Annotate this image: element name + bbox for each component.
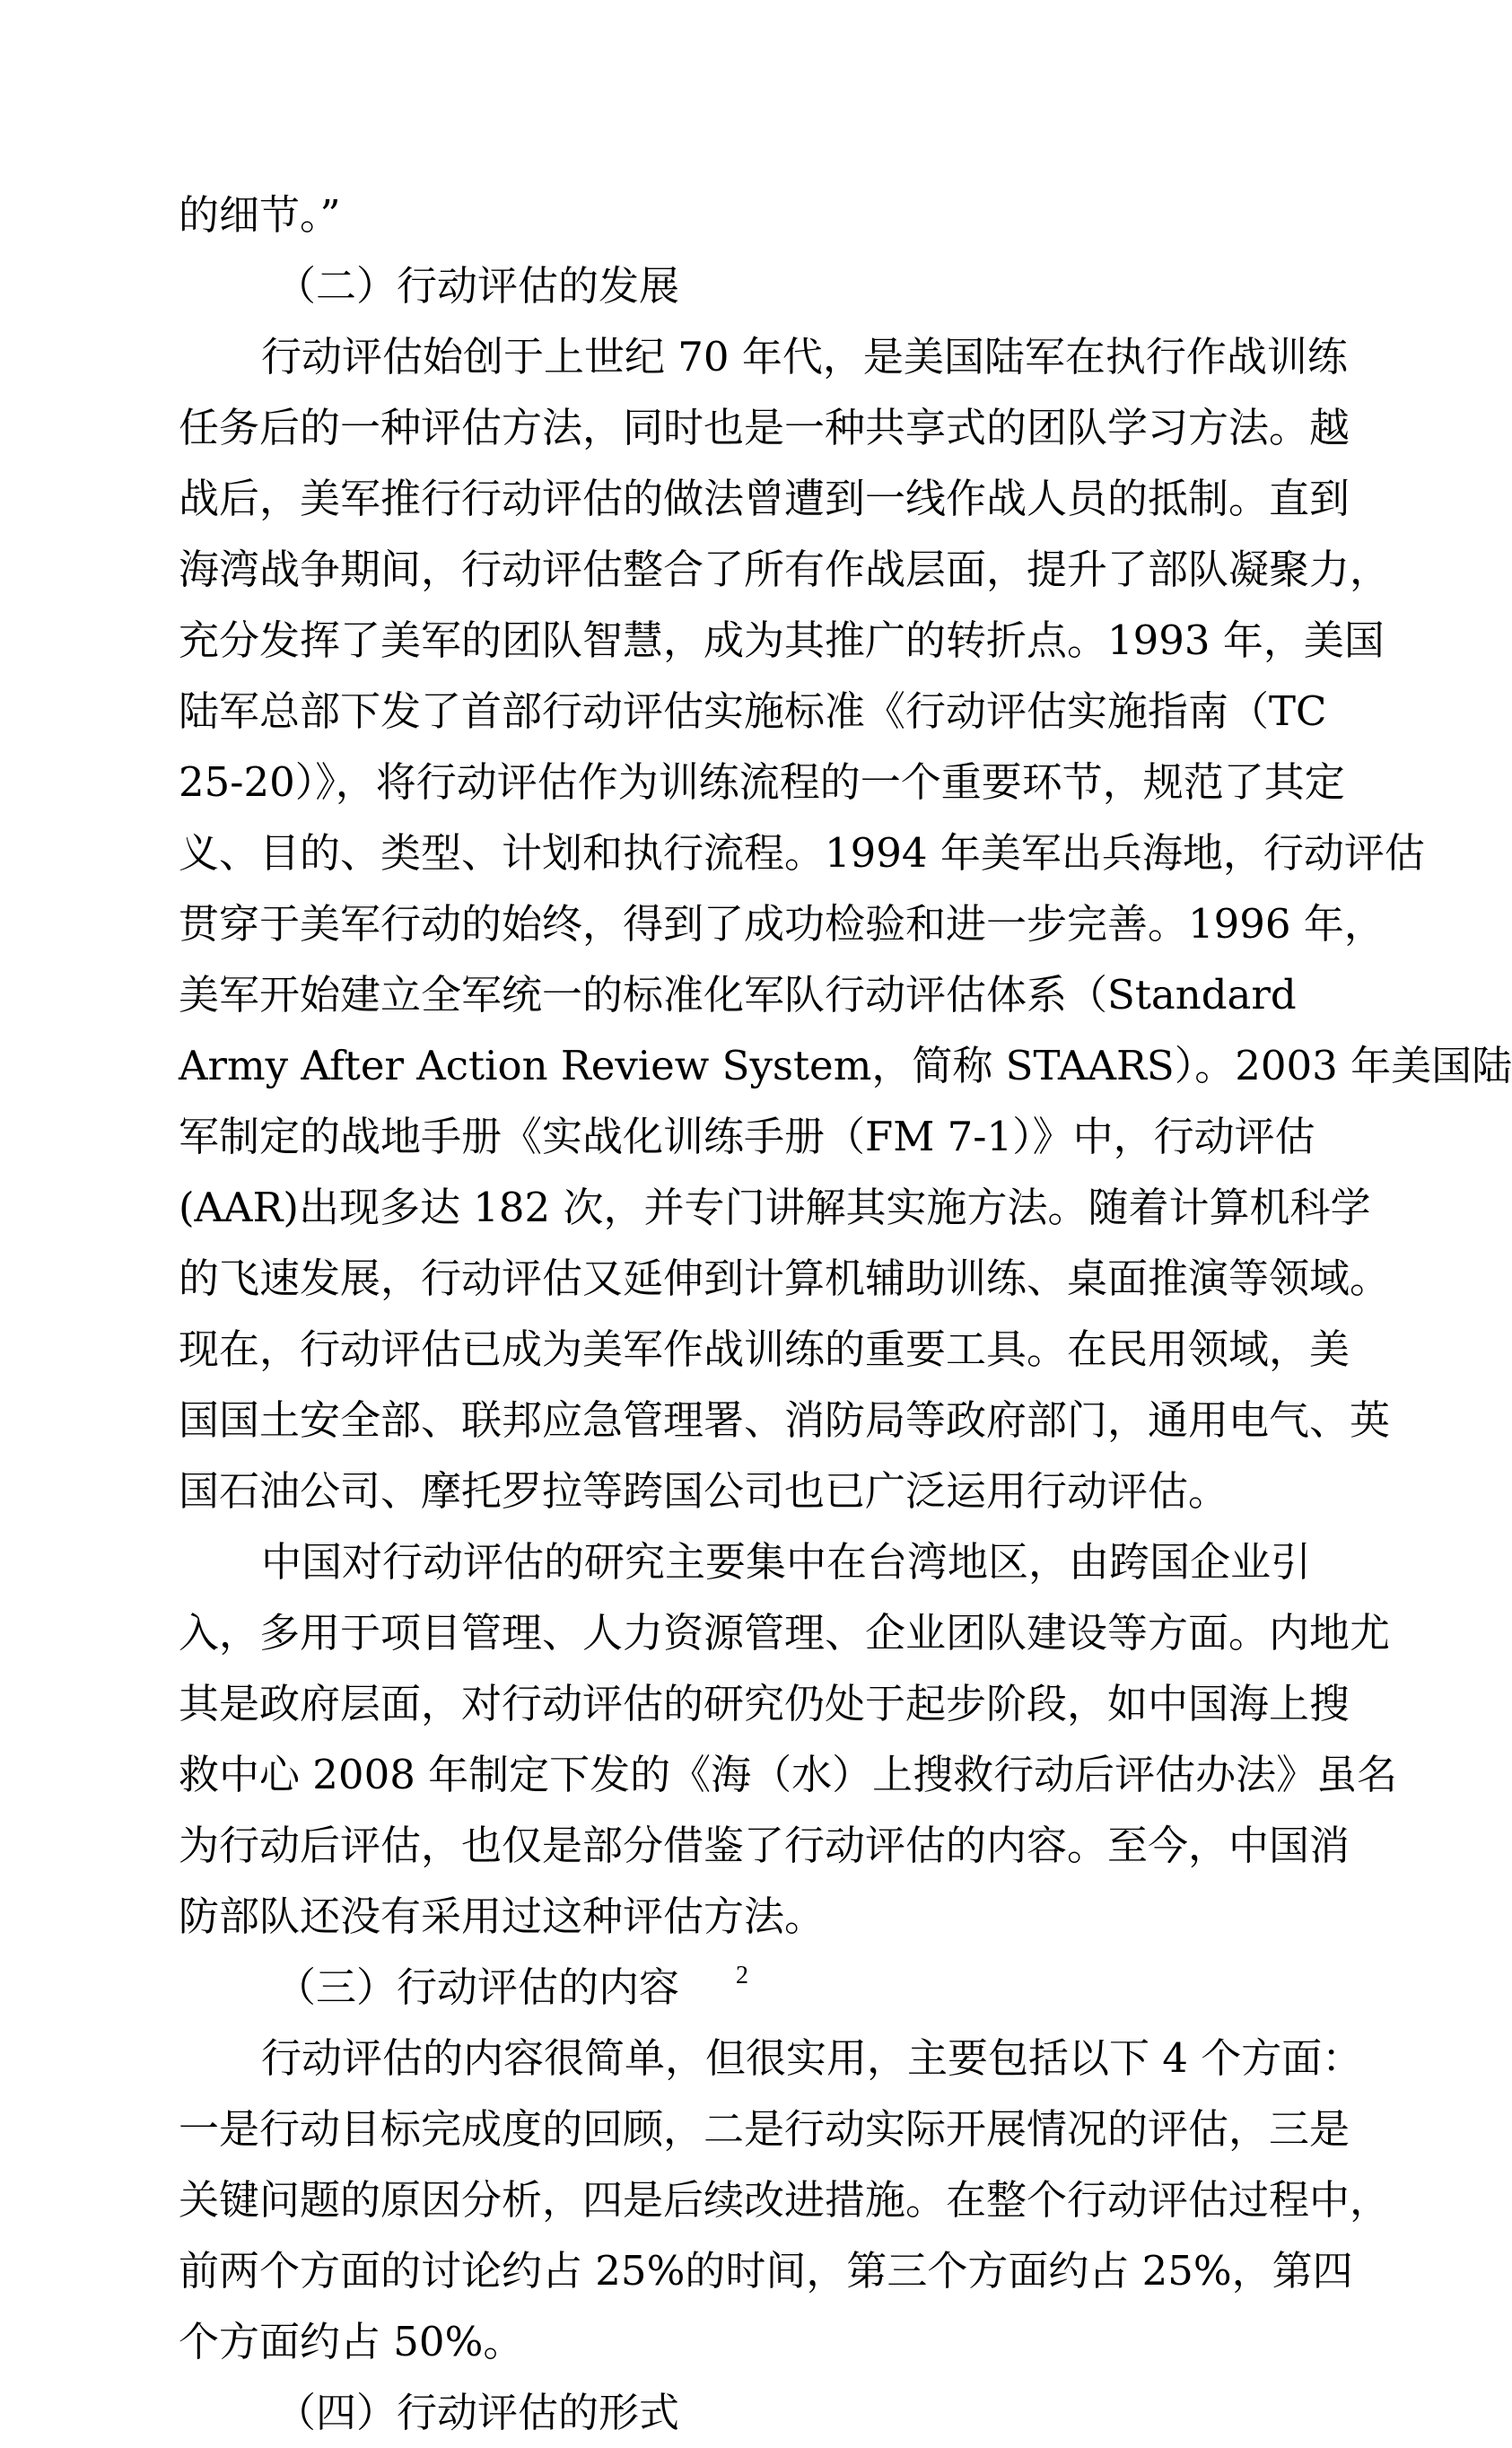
text-line-12: 美军开始建立全军统一的标准化军队行动评估体系（Standard [179, 971, 1297, 1019]
text-line-10: 义、目的、类型、计划和执行流程。1994 年美军出兵海地，行动评估 [179, 829, 1425, 877]
text-line-28: 一是行动目标完成度的回顾，二是行动实际开展情况的评估，三是 [179, 2105, 1350, 2153]
page-number: 2 [736, 1962, 748, 1989]
text-line-17: 现在，行动评估已成为美军作战训练的重要工具。在民用领域，美 [179, 1325, 1350, 1373]
text-line-9: 25-20）》，将行动评估作为训练流程的一个重要环节，规范了其定 [179, 758, 1345, 806]
text-line-23: 救中心 2008 年制定下发的《海（水）上搜救行动后评估办法》虽名 [179, 1751, 1398, 1798]
text-line-18: 国国土安全部、联邦应急管理署、消防局等政府部门，通用电气、英 [179, 1396, 1391, 1444]
text-line-14: 军制定的战地手册《实战化训练手册（FM 7-1）》中，行动评估 [179, 1113, 1315, 1160]
text-line-5: 战后，美军推行行动评估的做法曾遭到一线作战人员的抵制。直到 [179, 475, 1350, 522]
section-heading-content: （三）行动评估的内容 [275, 1963, 680, 2011]
text-line-19: 国石油公司、摩托罗拉等跨国公司也已广泛运用行动评估。 [179, 1467, 1229, 1515]
text-line-13: Army After Action Review System，简称 STAARS）。2003 年美国陆 [179, 1042, 1512, 1089]
text-line-27: 行动评估的内容很简单，但很实用，主要包括以下 4 个方面： [261, 2034, 1363, 2082]
text-line-8: 陆军总部下发了首部行动评估实施标准《行动评估实施指南（TC [179, 687, 1327, 735]
text-line-22: 其是政府层面，对行动评估的研究仍处于起步阶段，如中国海上搜 [179, 1680, 1350, 1727]
text-line-21: 入，多用于项目管理、人力资源管理、企业团队建设等方面。内地尤 [179, 1609, 1391, 1657]
text-line-4: 任务后的一种评估方法，同时也是一种共享式的团队学习方法。越 [179, 404, 1350, 451]
text-line-25: 防部队还没有采用过这种评估方法。 [179, 1893, 826, 1940]
text-line-24: 为行动后评估，也仅是部分借鉴了行动评估的内容。至今，中国消 [179, 1822, 1350, 1869]
text-line-30: 前两个方面的讨论约占 25%的时间，第三个方面约占 25%，第四 [179, 2247, 1353, 2295]
text-line-20: 中国对行动评估的研究主要集中在台湾地区，由跨国企业引 [261, 1538, 1312, 1586]
text-line-31: 个方面约占 50%。 [179, 2318, 524, 2365]
section-heading-development: （二）行动评估的发展 [275, 262, 680, 310]
text-line-7: 充分发挥了美军的团队智慧，成为其推广的转折点。1993 年，美国 [179, 616, 1385, 664]
text-line-15: (AAR)出现多达 182 次，并专门讲解其实施方法。随着计算机科学 [179, 1184, 1371, 1231]
text-line-29: 关键问题的原因分析，四是后续改进措施。在整个行动评估过程中， [179, 2176, 1391, 2224]
text-line-3: 行动评估始创于上世纪 70 年代，是美国陆军在执行作战训练 [261, 333, 1348, 380]
document-body [179, 179, 1512, 2448]
section-heading-form: （四）行动评估的形式 [275, 2389, 680, 2436]
text-line-11: 贯穿于美军行动的始终，得到了成功检验和进一步完善。1996 年， [179, 900, 1385, 948]
text-line-1: 的细节。” [179, 191, 341, 239]
text-line-6: 海湾战争期间，行动评估整合了所有作战层面，提升了部队凝聚力， [179, 546, 1391, 593]
text-line-16: 的飞速发展，行动评估又延伸到计算机辅助训练、桌面推演等领域。 [179, 1255, 1391, 1302]
